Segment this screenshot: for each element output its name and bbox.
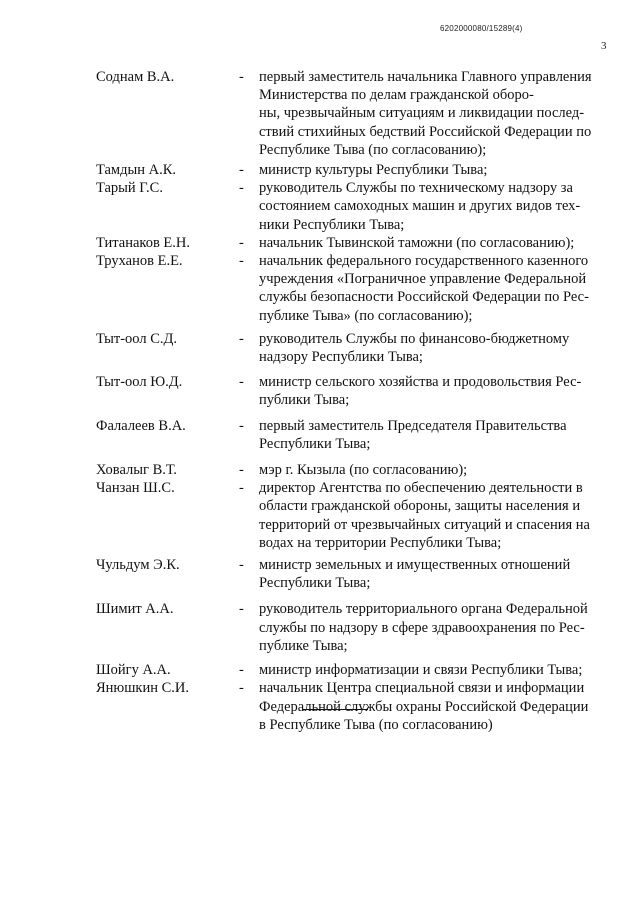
list-item bbox=[96, 417, 616, 453]
member-name: Тыт-оол С.Д. bbox=[96, 330, 178, 347]
position-line: состоянием самоходных машин и других видов тех- bbox=[259, 198, 581, 215]
member-name: Тарый Г.С. bbox=[96, 180, 163, 197]
list-item bbox=[96, 661, 616, 679]
position-line: области гражданской обороны, защиты населения и bbox=[259, 498, 581, 515]
list-item bbox=[96, 373, 616, 409]
position-line: надзору Республики Тыва; bbox=[259, 349, 423, 366]
position-line: Республике Тыва (по согласованию); bbox=[259, 141, 487, 158]
position-line: публике Тыва; bbox=[259, 637, 348, 654]
position-line: руководитель Службы по финансово-бюджетному bbox=[259, 330, 570, 347]
member-position bbox=[259, 373, 611, 409]
separator-dash: - bbox=[239, 601, 244, 618]
position-line: учреждения «Пограничное управление Федеральной bbox=[259, 271, 587, 288]
list-item bbox=[96, 479, 616, 552]
member-position bbox=[259, 417, 611, 453]
document-registration-code: 6202000080/15289(4) bbox=[440, 24, 523, 33]
separator-dash: - bbox=[239, 69, 244, 85]
position-line: в Республике Тыва (по согласованию) bbox=[259, 716, 493, 733]
position-line: службы безопасности Российской Федерации по Рес- bbox=[259, 289, 589, 306]
position-line: начальник Тывинской таможни (по согласованию); bbox=[259, 234, 575, 251]
position-line: Республики Тыва; bbox=[259, 575, 371, 592]
member-name: Соднам В.А. bbox=[96, 69, 175, 85]
position-line: водах на территории Республики Тыва; bbox=[259, 534, 502, 551]
member-position bbox=[259, 679, 611, 734]
position-line: министр земельных и имущественных отношений bbox=[259, 557, 571, 574]
list-item bbox=[96, 679, 616, 734]
member-name: Тамдын А.К. bbox=[96, 162, 177, 179]
separator-dash: - bbox=[239, 180, 244, 197]
separator-dash: - bbox=[239, 162, 244, 179]
member-name: Чульдум Э.К. bbox=[96, 557, 180, 574]
separator-dash: - bbox=[239, 480, 244, 497]
page-number: 3 bbox=[601, 40, 607, 52]
position-line: первый заместитель Председателя Правительства bbox=[259, 417, 567, 434]
separator-dash: - bbox=[239, 557, 244, 574]
position-line: начальник Центра специальной связи и информации bbox=[259, 680, 585, 697]
member-name: Тыт-оол Ю.Д. bbox=[96, 374, 183, 391]
separator-dash: - bbox=[239, 417, 244, 434]
member-position bbox=[259, 556, 611, 592]
position-line: территорий от чрезвычайных ситуаций и спасения на bbox=[259, 516, 590, 533]
list-item bbox=[96, 68, 616, 159]
member-position bbox=[259, 179, 611, 234]
member-name: Шойгу А.А. bbox=[96, 662, 171, 679]
position-line: ники Республики Тыва; bbox=[259, 216, 405, 233]
position-line: министр информатизации и связи Республики Тыва; bbox=[259, 662, 583, 679]
member-list bbox=[96, 68, 616, 734]
member-name: Труханов Е.Е. bbox=[96, 253, 183, 270]
list-item bbox=[96, 252, 616, 325]
member-name: Чанзан Ш.С. bbox=[96, 480, 175, 497]
member-position bbox=[259, 330, 611, 366]
position-line: начальник федерального государственного казенного bbox=[259, 253, 589, 270]
member-name: Ховалыг В.Т. bbox=[96, 462, 177, 479]
member-position bbox=[259, 234, 611, 252]
separator-dash: - bbox=[239, 253, 244, 270]
position-line: руководитель территориального органа Федеральной bbox=[259, 601, 588, 618]
list-item bbox=[96, 179, 616, 234]
position-line: публике Тыва» (по согласованию); bbox=[259, 307, 473, 324]
position-line: Республики Тыва; bbox=[259, 435, 371, 452]
separator-dash: - bbox=[239, 330, 244, 347]
list-item bbox=[96, 330, 616, 366]
position-line: директор Агентства по обеспечению деятельности в bbox=[259, 480, 583, 497]
separator-dash: - bbox=[239, 374, 244, 391]
member-position bbox=[259, 68, 611, 159]
list-item bbox=[96, 556, 616, 592]
member-name: Фалалеев В.А. bbox=[96, 417, 186, 434]
position-line: министр культуры Республики Тыва; bbox=[259, 162, 488, 179]
end-of-list-divider bbox=[302, 709, 368, 710]
list-item bbox=[96, 161, 616, 179]
separator-dash: - bbox=[239, 234, 244, 251]
position-line: руководитель Службы по техническому надзору за bbox=[259, 180, 573, 197]
member-position bbox=[259, 161, 611, 179]
position-line: службы по надзору в сфере здравоохранения по Рес- bbox=[259, 619, 585, 636]
member-position bbox=[259, 600, 611, 655]
member-name: Титанаков Е.Н. bbox=[96, 234, 191, 251]
list-item bbox=[96, 600, 616, 655]
member-position bbox=[259, 461, 611, 479]
member-position bbox=[259, 661, 611, 679]
list-item bbox=[96, 461, 616, 479]
position-line: Федеральной службы охраны Российской Федерации bbox=[259, 698, 589, 715]
member-position bbox=[259, 479, 611, 552]
member-position bbox=[259, 252, 611, 325]
list-item bbox=[96, 234, 616, 252]
separator-dash: - bbox=[239, 462, 244, 479]
member-name: Янюшкин С.И. bbox=[96, 680, 190, 697]
member-name: Шимит А.А. bbox=[96, 601, 174, 618]
position-line: ны, чрезвычайным ситуациям и ликвидации послед- bbox=[259, 105, 585, 122]
separator-dash: - bbox=[239, 662, 244, 679]
position-line: Министерства по делам гражданской оборо- bbox=[259, 87, 534, 104]
position-line: первый заместитель начальника Главного управления bbox=[259, 69, 592, 85]
position-line: мэр г. Кызыла (по согласованию); bbox=[259, 462, 468, 479]
position-line: министр сельского хозяйства и продовольствия Рес- bbox=[259, 374, 582, 391]
position-line: ствий стихийных бедствий Российской Федерации по bbox=[259, 123, 592, 140]
position-line: публики Тыва; bbox=[259, 392, 350, 409]
separator-dash: - bbox=[239, 680, 244, 697]
